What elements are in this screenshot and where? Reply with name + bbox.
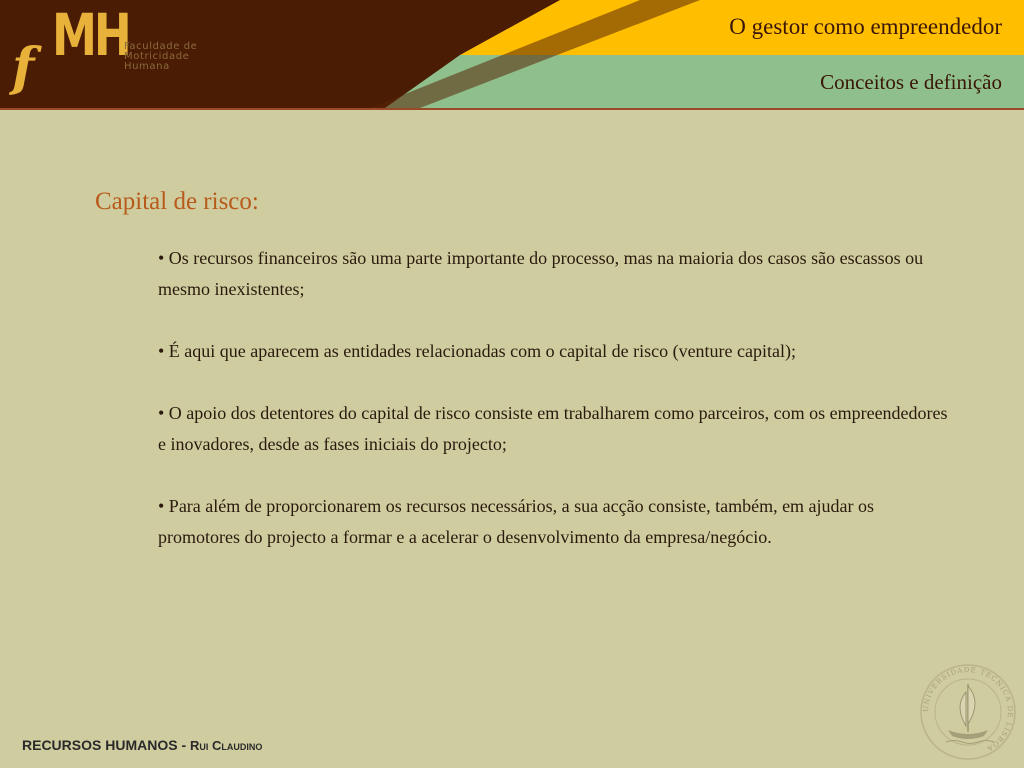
header-banner [0, 0, 1024, 110]
logo-institution-name [124, 42, 197, 72]
slide-subtitle: Conceitos e definição [820, 70, 1002, 94]
slide-title: O gestor como empreendedor [729, 14, 1002, 39]
logo-mh-letters: MH [52, 1, 129, 69]
footer-credit [22, 737, 262, 753]
caravel-seal-icon [918, 662, 1018, 762]
footer-course: RECURSOS HUMANOS - [22, 737, 191, 753]
content-heading: Capital de risco: [95, 188, 259, 215]
logo-line-3: Humana [124, 61, 170, 72]
seal-text: UNIVERSIDADE TECNICA DE LISBOA [921, 665, 1015, 753]
footer-author: Rui Claudino [190, 738, 263, 753]
bullet-item: • O apoio dos detentores do capital de risco consiste em trabalharem como parceiros, com os empreendedores e inovadores, desde as fases iniciais do projecto; [158, 403, 948, 454]
fmh-logo [8, 1, 248, 104]
bullet-item: • Os recursos financeiros são uma parte importante do processo, mas na maioria dos casos são escassos ou mesmo inexistentes; [158, 248, 924, 299]
logo-f-letter: f [12, 37, 35, 98]
logo-line-1: Faculdade de [124, 41, 198, 52]
bullet-item: • É aqui que aparecem as entidades relacionadas com o capital de risco (venture capital); [158, 341, 797, 361]
bullet-list [158, 243, 948, 553]
bullet-item: • Para além de proporcionarem os recursos necessários, a sua acção consiste, também, em ajudar os promotores do projecto a formar e a acelerar o desenvolvimento da empresa/negócio. [158, 496, 875, 547]
logo-line-2: Motricidade [124, 51, 190, 62]
